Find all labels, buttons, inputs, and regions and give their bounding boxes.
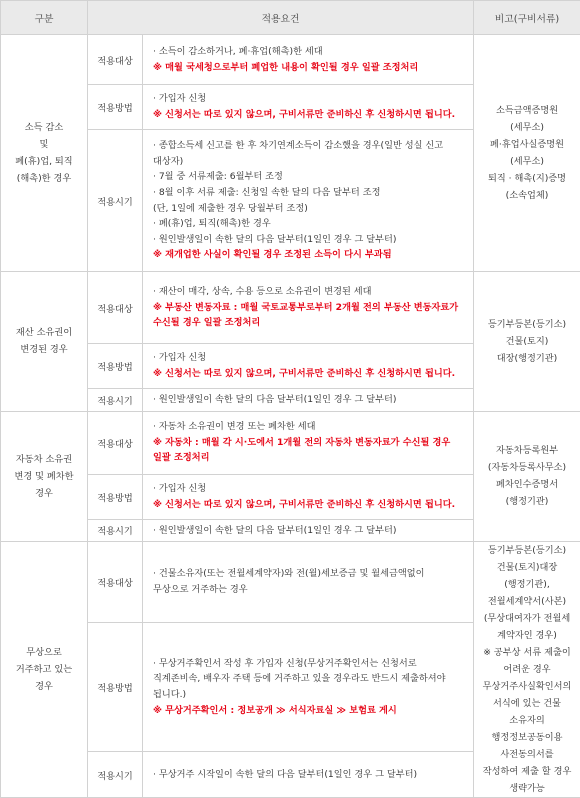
sub-label: 적용시기 [88, 389, 143, 412]
category-text: 재산 소유권이 [2, 324, 86, 341]
requirement-text: · 가입자 신청 [153, 481, 465, 497]
requirement-text: · 가입자 신청 [153, 91, 465, 107]
table-row [1, 411, 580, 474]
document-text: 퇴직 · 해촉(지)증명 [476, 170, 578, 187]
sub-label: 적용방법 [88, 622, 143, 752]
document-text: 무상거주사실확인서의 [476, 678, 578, 695]
requirement-text: · 무상거주확인서 작성 후 가입자 신청(무상거주확인서는 신청서로 [153, 656, 465, 672]
sub-label: 적용대상 [88, 272, 143, 344]
category-text: 경우 [2, 678, 86, 695]
document-text: 사전동의서를 [476, 746, 578, 763]
sub-label: 적용대상 [88, 542, 143, 623]
sub-label: 적용방법 [88, 474, 143, 519]
documents-cell [474, 35, 580, 272]
category-text: 변경된 경우 [2, 341, 86, 358]
sub-label: 적용시기 [88, 752, 143, 798]
document-text: 건물(토지)대장 [476, 559, 578, 576]
requirement-text: 직계존비속, 배우자 주택 등에 거주하고 있을 경우라도 반드시 제출하셔야 [153, 671, 465, 687]
category-text: 경우 [2, 485, 86, 502]
document-text: (행정기관) [476, 493, 578, 510]
requirement-cell [143, 474, 474, 519]
sub-label: 적용대상 [88, 35, 143, 85]
document-text: 폐차인수증명서 [476, 476, 578, 493]
header-category: 구분 [1, 1, 88, 35]
requirement-text: · 무상거주 시작일이 속한 달의 다음 달부터(1일인 경우 그 달부터) [153, 767, 465, 783]
requirement-text: · 건물소유자(또는 전월세계약자)와 전(월)세보증금 및 월세금액없이 [153, 566, 465, 582]
table-row [1, 35, 580, 85]
requirement-cell [143, 752, 474, 798]
notice-text: ※ 매월 국세청으로부터 폐업한 내용이 확인될 경우 일괄 조정처리 [153, 60, 465, 76]
sub-label: 적용시기 [88, 130, 143, 272]
requirement-text: 됩니다.) [153, 687, 465, 703]
documents-cell [474, 272, 580, 412]
notice-text: ※ 무상거주확인서 : 정보공개 ≫ 서식자료실 ≫ 보험료 게시 [153, 703, 465, 719]
category-text: 소득 감소 [2, 119, 86, 136]
notice-text: 일괄 조정처리 [153, 450, 465, 466]
category-text: 변경 및 폐차한 [2, 468, 86, 485]
requirement-text: · 원인발생일이 속한 달의 다음 달부터(1일인 경우 그 달부터) [153, 523, 465, 539]
notice-text: ※ 신청서는 따로 있지 않으며, 구비서류만 준비하신 후 신청하시면 됩니다. [153, 107, 465, 123]
sub-label: 적용방법 [88, 85, 143, 130]
requirement-text: · 종합소득세 신고를 한 후 차기연계소득이 감소했을 경우(일반 성실 신고 [153, 138, 465, 154]
requirement-text: · 7월 중 서류제출: 6월부터 조정 [153, 169, 465, 185]
document-text: (소속업체) [476, 187, 578, 204]
requirement-cell [143, 519, 474, 542]
document-text: 계약자인 경우) [476, 627, 578, 644]
document-text: (세무소) [476, 119, 578, 136]
category-text: 폐(휴)업, 퇴직 [2, 153, 86, 170]
requirement-text: · 재산이 매각, 상속, 수용 등으로 소유권이 변경된 세대 [153, 284, 465, 300]
requirement-text: · 원인발생일이 속한 달의 다음 달부터(1일인 경우 그 달부터) [153, 232, 465, 248]
category-cell [1, 35, 88, 272]
category-cell [1, 272, 88, 412]
requirement-cell [143, 411, 474, 474]
document-text: 등기부등본(등기소) [476, 316, 578, 333]
requirement-text: · 자동차 소유권이 변경 또는 폐차한 세대 [153, 419, 465, 435]
requirement-cell [143, 622, 474, 752]
document-text: 행정정보공동이용 [476, 729, 578, 746]
document-text: ※ 공부상 서류 제출이 [476, 644, 578, 661]
requirement-cell [143, 35, 474, 85]
document-text: 생략가능 [476, 780, 578, 797]
header-requirements: 적용요건 [88, 1, 474, 35]
requirement-cell [143, 85, 474, 130]
document-text: (무상대여자가 전월세 [476, 610, 578, 627]
sub-label: 적용대상 [88, 411, 143, 474]
requirement-cell [143, 272, 474, 344]
requirement-cell [143, 130, 474, 272]
category-text: (해촉)한 경우 [2, 170, 86, 187]
document-text: 전월세계약서(사본) [476, 593, 578, 610]
document-text: 폐·휴업사실증명원 [476, 136, 578, 153]
requirement-cell [143, 389, 474, 412]
requirement-text: · 8월 이후 서류 제출: 신청일 속한 달의 다음 달부터 조정 [153, 185, 465, 201]
document-text: (세무소) [476, 153, 578, 170]
document-text: 작성하여 제출 할 경우 [476, 763, 578, 780]
notice-text: ※ 신청서는 따로 있지 않으며, 구비서류만 준비하신 후 신청하시면 됩니다. [153, 497, 465, 513]
table-row [1, 542, 580, 623]
document-text: 대장(행정기관) [476, 350, 578, 367]
requirement-text: · 소득이 감소하거나, 폐·휴업(해촉)한 세대 [153, 44, 465, 60]
category-text: 무상으로 [2, 644, 86, 661]
category-cell [1, 411, 88, 542]
notice-text: ※ 부동산 변동자료 : 매월 국토교통부로부터 2개월 전의 부동산 변동자료가 [153, 300, 465, 316]
document-text: (자동차등록사무소) [476, 459, 578, 476]
document-text: 어려운 경우 [476, 661, 578, 678]
table-row [1, 272, 580, 344]
document-text: (행정기관), [476, 576, 578, 593]
requirement-cell [143, 542, 474, 623]
sub-label: 적용시기 [88, 519, 143, 542]
requirement-cell [143, 344, 474, 389]
document-text: 등기부등본(등기소) [476, 542, 578, 559]
requirement-text: 대상자) [153, 154, 465, 170]
document-text: 소득금액증명원 [476, 102, 578, 119]
notice-text: 수신될 경우 일괄 조정처리 [153, 315, 465, 331]
document-text: 자동차등록원부 [476, 442, 578, 459]
requirement-text: (단, 1일에 제출한 경우 당월부터 조정) [153, 201, 465, 217]
category-text: 및 [2, 136, 86, 153]
document-text: 서식에 있는 건물 [476, 695, 578, 712]
notice-text: ※ 신청서는 따로 있지 않으며, 구비서류만 준비하신 후 신청하시면 됩니다. [153, 366, 465, 382]
category-text: 자동차 소유권 [2, 451, 86, 468]
requirement-text: · 원인발생일이 속한 달의 다음 달부터(1일인 경우 그 달부터) [153, 392, 465, 408]
header-documents: 비고(구비서류) [474, 1, 580, 35]
documents-cell [474, 411, 580, 542]
documents-cell [474, 542, 580, 798]
category-cell [1, 542, 88, 798]
header-row [1, 1, 580, 35]
notice-text: ※ 자동차 : 매월 각 시·도에서 1개월 전의 자동차 변동자료가 수신될 경우 [153, 435, 465, 451]
document-text: 소유자의 [476, 712, 578, 729]
requirement-text: · 폐(휴)업, 퇴직(해촉)한 경우 [153, 216, 465, 232]
sub-label: 적용방법 [88, 344, 143, 389]
category-text: 거주하고 있는 [2, 661, 86, 678]
document-text: 건물(토지) [476, 333, 578, 350]
requirement-text: 무상으로 거주하는 경우 [153, 582, 465, 598]
requirement-text: · 가입자 신청 [153, 350, 465, 366]
notice-text: ※ 재개업한 사실이 확인될 경우 조정된 소득이 다시 부과됨 [153, 247, 465, 263]
